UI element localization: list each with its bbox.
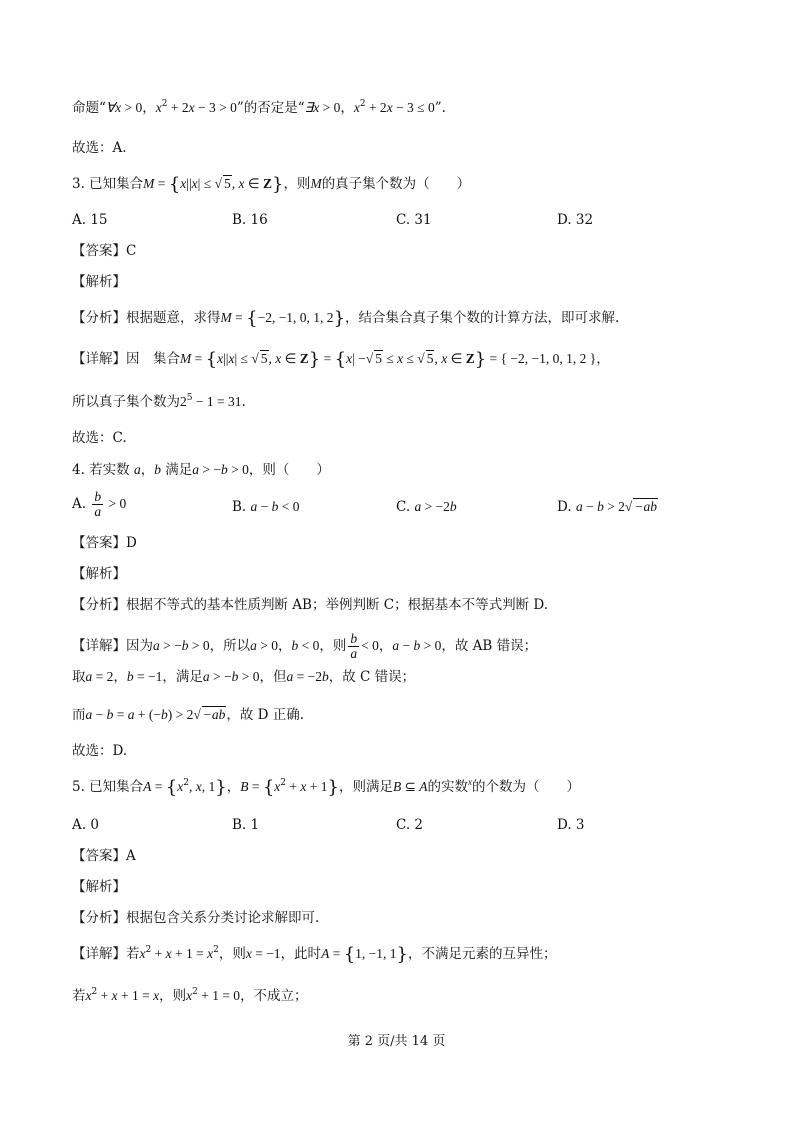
question-3: 3. 已知集合M = {x||x| ≤ √ 5, x ∈ Z}，则M的真子集个数为（ ） [72, 174, 471, 195]
option-c: C. 2 [396, 817, 424, 833]
option-d: D. a − b > 2√ −ab [557, 499, 657, 515]
option-a: A. 0 [72, 817, 99, 833]
detail-line: 而a − b = a + (−b) > 2√ −ab，故 D 正确. [72, 707, 305, 723]
detail-line: 【详解】因 集合M = {x||x| ≤ √ 5, x ∈ Z} = {x| −√ 5 ≤ x ≤ √ 5, x ∈ Z} = { −2, −1, 0, 1, 2 }， [72, 349, 610, 370]
detail-line: 【详解】若$x^2 + x + 1 = x^2$，则x = −1，此时A = {1, −1, 1}，不满足元素的互异性； [72, 944, 557, 965]
detail-line: 【详解】因为a > −b > 0，所以a > 0，b < 0，则 $\frac{b}{a}$ < 0，a − b > 0，故 AB 错误； [72, 631, 538, 661]
analysis-heading: 【解析】 [72, 879, 126, 895]
option-c: C. 31 [396, 212, 432, 228]
analysis-line: 【分析】根据不等式的基本性质判断 AB；举例判断 C；根据基本不等式判断 D. [72, 597, 549, 613]
option-a: A. $\frac{b}{a}$ > 0 [72, 489, 127, 519]
detail-line: 取a = 2，b = −1，满足a > −b > 0，但a = −2b，故 C 错误； [72, 669, 416, 685]
question-5: 5. 已知集合$A = \{x^2$, x, 1}，$B = \{x^2 + x + 1\}$，则满足B ⊆ A的实数$^x$的个数为（ ） [72, 777, 581, 798]
answer-line: 【答案】D [72, 535, 137, 551]
option-a: A. 15 [72, 212, 108, 228]
choice-line: 故选：A. [72, 140, 127, 156]
analysis-heading: 【解析】 [72, 566, 126, 582]
page-footer: 第 2 页/共 14 页 [347, 1034, 446, 1049]
negation-statement: 命题“∀x > 0，$x^2 + 2x - 3 > 0$”的否定是“∃x > 0，$x^2 + 2x - 3 \le 0$”. [72, 99, 446, 116]
question-4: 4. 若实数 a，b 满足a > −b > 0，则（ ） [72, 462, 330, 478]
option-b: B. 16 [232, 212, 268, 228]
choice-line: 故选：D. [72, 743, 128, 759]
answer-line: 【答案】C [72, 243, 137, 259]
detail-line: 若$x^2 + x + 1 = x$，则$x^2 + 1 = 0$，不成立； [72, 987, 308, 1004]
option-d: D. 3 [557, 817, 585, 833]
option-d: D. 32 [557, 212, 594, 228]
option-c: C. a > −2b [396, 499, 457, 515]
option-b: B. a − b < 0 [232, 499, 300, 515]
choice-line: 故选：C. [72, 430, 127, 446]
analysis-line: 【分析】根据包含关系分类讨论求解即可. [72, 910, 320, 926]
analysis-line: 【分析】根据题意，求得M = {−2, −1, 0, 1, 2}，结合集合真子集个数的计算方法，即可求解. [72, 308, 620, 329]
analysis-heading: 【解析】 [72, 274, 126, 290]
option-b: B. 1 [232, 817, 260, 833]
count-line: 所以真子集个数为$2^5 - 1 = 31$. [72, 393, 246, 410]
answer-line: 【答案】A [72, 848, 136, 864]
